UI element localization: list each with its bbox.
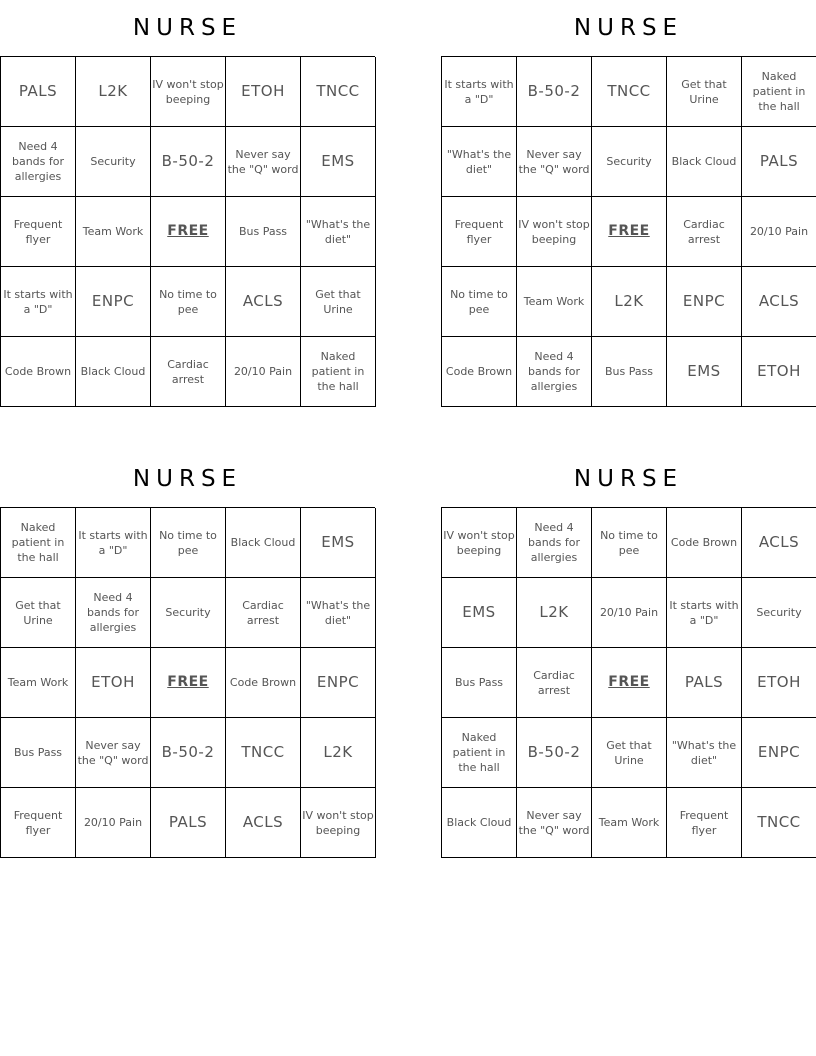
bingo-cell: Cardiac arrest	[151, 337, 226, 407]
bingo-cell: Get that Urine	[301, 267, 376, 337]
bingo-cell: Bus Pass	[442, 648, 517, 718]
bingo-cell: ETOH	[742, 337, 816, 407]
free-space: FREE	[592, 648, 667, 718]
bingo-cell: It starts with a "D"	[1, 267, 76, 337]
bingo-cell: Cardiac arrest	[226, 578, 301, 648]
bingo-cell: It starts with a "D"	[76, 508, 151, 578]
bingo-cell: Never say the "Q" word	[76, 718, 151, 788]
bingo-cell: ETOH	[226, 57, 301, 127]
bingo-cell: Bus Pass	[592, 337, 667, 407]
bingo-cell: No time to pee	[151, 508, 226, 578]
bingo-cell: IV won't stop beeping	[442, 508, 517, 578]
bingo-cell: ACLS	[226, 788, 301, 858]
bingo-cell: Need 4 bands for allergies	[517, 337, 592, 407]
card-title: NURSE	[573, 466, 684, 492]
bingo-cell: "What's the diet"	[301, 197, 376, 267]
bingo-cell: ACLS	[226, 267, 301, 337]
bingo-cell: L2K	[301, 718, 376, 788]
bingo-cell: Security	[76, 127, 151, 197]
bingo-cell: 20/10 Pain	[76, 788, 151, 858]
bingo-cell: EMS	[667, 337, 742, 407]
bingo-cell: It starts with a "D"	[442, 57, 517, 127]
bingo-cell: Naked patient in the hall	[301, 337, 376, 407]
free-space: FREE	[151, 197, 226, 267]
bingo-grid	[441, 507, 816, 858]
card-title: NURSE	[132, 15, 243, 41]
free-space: FREE	[592, 197, 667, 267]
card-title: NURSE	[573, 15, 684, 41]
bingo-cell: Security	[742, 578, 816, 648]
bingo-cell: Frequent flyer	[1, 788, 76, 858]
bingo-cell: Frequent flyer	[442, 197, 517, 267]
bingo-card	[0, 0, 375, 407]
bingo-cell: No time to pee	[592, 508, 667, 578]
bingo-grid	[441, 56, 816, 407]
bingo-cell: Black Cloud	[76, 337, 151, 407]
bingo-cell: Cardiac arrest	[667, 197, 742, 267]
bingo-cell: IV won't stop beeping	[517, 197, 592, 267]
bingo-cell: TNCC	[301, 57, 376, 127]
bingo-cell: Black Cloud	[667, 127, 742, 197]
bingo-cell: Code Brown	[667, 508, 742, 578]
bingo-cell: EMS	[442, 578, 517, 648]
bingo-cell: Get that Urine	[592, 718, 667, 788]
bingo-cell: TNCC	[742, 788, 816, 858]
bingo-cell: ETOH	[76, 648, 151, 718]
bingo-cell: Code Brown	[442, 337, 517, 407]
bingo-cell: EMS	[301, 127, 376, 197]
bingo-cell: Naked patient in the hall	[442, 718, 517, 788]
bingo-cell: It starts with a "D"	[667, 578, 742, 648]
bingo-cell: ENPC	[76, 267, 151, 337]
bingo-cell: PALS	[151, 788, 226, 858]
bingo-card	[441, 451, 816, 858]
bingo-cell: IV won't stop beeping	[301, 788, 376, 858]
bingo-cell: Need 4 bands for allergies	[76, 578, 151, 648]
bingo-cell: Bus Pass	[1, 718, 76, 788]
bingo-cell: ENPC	[742, 718, 816, 788]
bingo-cell: 20/10 Pain	[592, 578, 667, 648]
bingo-cell: Team Work	[517, 267, 592, 337]
bingo-cell: EMS	[301, 508, 376, 578]
bingo-cell: L2K	[76, 57, 151, 127]
bingo-cell: B-50-2	[151, 127, 226, 197]
bingo-cell: B-50-2	[151, 718, 226, 788]
bingo-cell: B-50-2	[517, 57, 592, 127]
bingo-cell: 20/10 Pain	[226, 337, 301, 407]
bingo-cell: L2K	[592, 267, 667, 337]
bingo-cell: Code Brown	[1, 337, 76, 407]
bingo-cell: B-50-2	[517, 718, 592, 788]
bingo-cell: ACLS	[742, 267, 816, 337]
bingo-cell: Bus Pass	[226, 197, 301, 267]
bingo-cell: "What's the diet"	[442, 127, 517, 197]
bingo-cell: L2K	[517, 578, 592, 648]
bingo-cell: Cardiac arrest	[517, 648, 592, 718]
bingo-cell: Team Work	[1, 648, 76, 718]
bingo-grid	[0, 56, 375, 407]
bingo-cell: Security	[592, 127, 667, 197]
bingo-cell: Never say the "Q" word	[517, 788, 592, 858]
bingo-cell: No time to pee	[151, 267, 226, 337]
bingo-cell: No time to pee	[442, 267, 517, 337]
bingo-cell: Code Brown	[226, 648, 301, 718]
card-title: NURSE	[132, 466, 243, 492]
bingo-cell: Security	[151, 578, 226, 648]
bingo-cell: TNCC	[226, 718, 301, 788]
bingo-grid	[0, 507, 375, 858]
bingo-cell: ENPC	[667, 267, 742, 337]
bingo-cell: ENPC	[301, 648, 376, 718]
bingo-cell: PALS	[1, 57, 76, 127]
bingo-cell: ETOH	[742, 648, 816, 718]
bingo-cell: TNCC	[592, 57, 667, 127]
bingo-cell: ACLS	[742, 508, 816, 578]
bingo-cell: Frequent flyer	[1, 197, 76, 267]
bingo-cell: Team Work	[76, 197, 151, 267]
bingo-card	[441, 0, 816, 407]
bingo-cell: Team Work	[592, 788, 667, 858]
bingo-cell: "What's the diet"	[301, 578, 376, 648]
bingo-card	[0, 451, 375, 858]
free-space: FREE	[151, 648, 226, 718]
bingo-cell: "What's the diet"	[667, 718, 742, 788]
bingo-cell: Frequent flyer	[667, 788, 742, 858]
bingo-cell: IV won't stop beeping	[151, 57, 226, 127]
bingo-cell: Get that Urine	[1, 578, 76, 648]
bingo-cell: 20/10 Pain	[742, 197, 816, 267]
bingo-cell: Need 4 bands for allergies	[1, 127, 76, 197]
bingo-cell: Naked patient in the hall	[742, 57, 816, 127]
bingo-cell: Black Cloud	[442, 788, 517, 858]
bingo-cell: PALS	[667, 648, 742, 718]
bingo-cell: PALS	[742, 127, 816, 197]
bingo-cell: Get that Urine	[667, 57, 742, 127]
bingo-cell: Never say the "Q" word	[517, 127, 592, 197]
bingo-cell: Need 4 bands for allergies	[517, 508, 592, 578]
bingo-cell: Naked patient in the hall	[1, 508, 76, 578]
bingo-cell: Black Cloud	[226, 508, 301, 578]
bingo-cell: Never say the "Q" word	[226, 127, 301, 197]
